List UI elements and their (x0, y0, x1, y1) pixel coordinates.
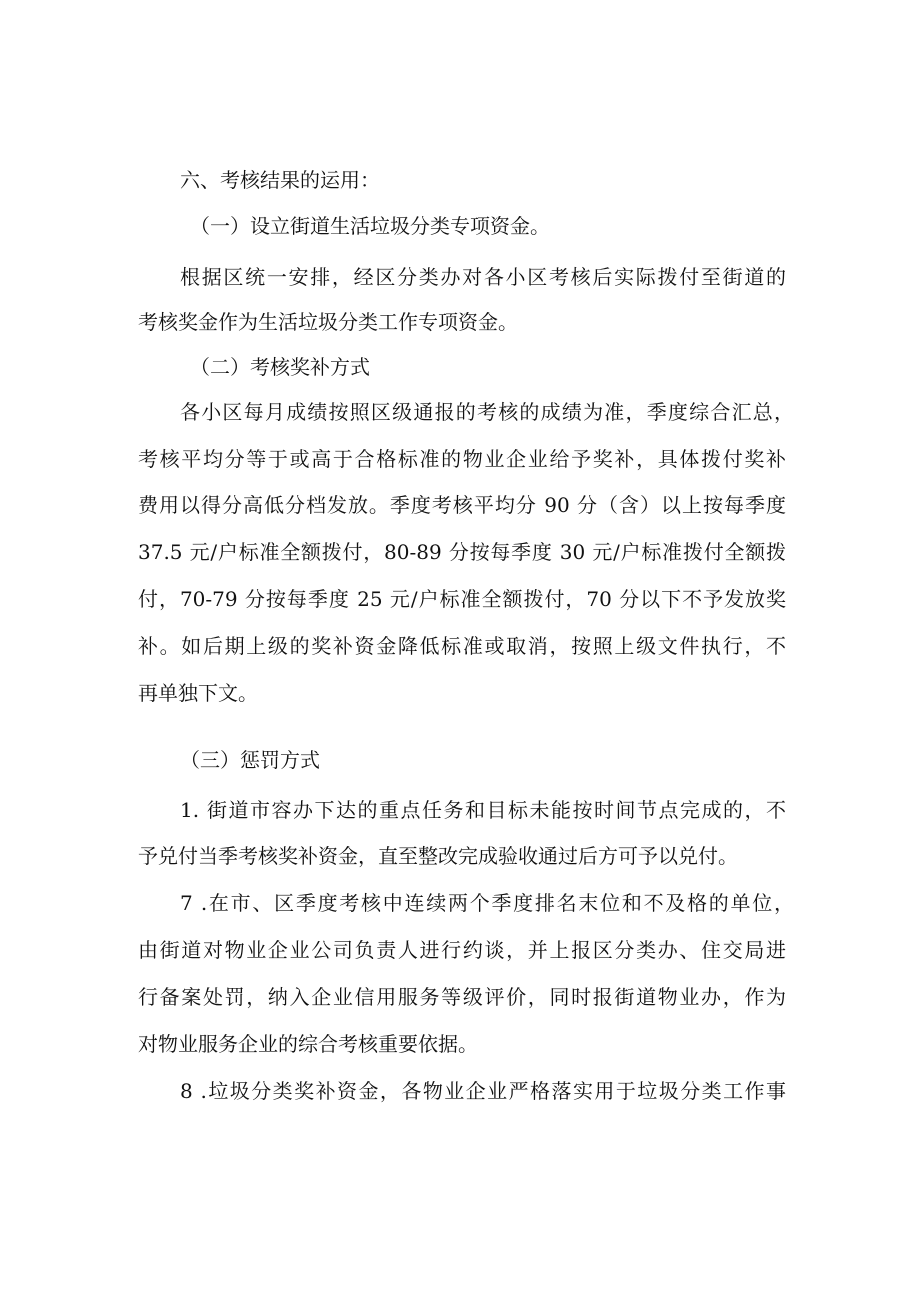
penalty-item-2-line-1: 7 .在市、区季度考核中连续两个季度排名末位和不及格的单位， (180, 891, 794, 915)
paragraph-2-line-1: 各小区每月成绩按照区级通报的考核的成绩为准，季度综合汇总， (180, 400, 794, 424)
penalty-item-2-line-3: 行备案处罚，纳入企业信用服务等级评价，同时报街道物业办，作为 (138, 985, 786, 1009)
subsection-heading-1-text: （一）设立街道生活垃圾分类专项资金。 (190, 214, 550, 238)
penalty-item-1-line-1: 1. 街道市容办下达的重点任务和目标未能按时间节点完成的，不 (180, 798, 786, 822)
paragraph-2-line-2: 考核平均分等于或高于合格标准的物业企业给予奖补，具体拨付奖补 (138, 447, 786, 471)
penalty-item-2-line-4: 对物业服务企业的综合考核重要依据。 (138, 1032, 478, 1056)
penalty-item-3-line-1: 8 .垃圾分类奖补资金，各物业企业严格落实用于垃圾分类工作事 (180, 1079, 786, 1103)
paragraph-1-line-1: 根据区统一安排，经区分类办对各小区考核后实际拨付至街道的 (180, 265, 786, 289)
paragraph-2-line-3: 费用以得分高低分档发放。季度考核平均分 90 分（含）以上按每季度 (138, 493, 786, 517)
paragraph-2-line-4: 37.5 元/户标准全额拨付，80-89 分按每季度 30 元/户标准拨付全额拨 (138, 540, 786, 564)
subsection-heading-3-text: （三）惩罚方式 (180, 748, 320, 772)
paragraph-2-line-5: 付，70-79 分按每季度 25 元/户标准全额拨付，70 分以下不予发放奖 (138, 587, 786, 611)
paragraph-2-line-6: 补。如后期上级的奖补资金降低标准或取消，按照上级文件执行，不 (138, 634, 786, 658)
paragraph-2-line-7: 再单独下文。 (138, 681, 258, 705)
paragraph-1-line-2: 考核奖金作为生活垃圾分类工作专项资金。 (138, 310, 518, 334)
penalty-item-2-line-2: 由街道对物业企业公司负责人进行约谈，并上报区分类办、住交局进 (138, 938, 786, 962)
section-title-text: 六、考核结果的运用： (180, 168, 380, 192)
subsection-heading-2-text: （二）考核奖补方式 (190, 355, 370, 379)
penalty-item-1-line-2: 予兑付当季考核奖补资金，直至整改完成验收通过后方可予以兑付。 (138, 844, 738, 868)
